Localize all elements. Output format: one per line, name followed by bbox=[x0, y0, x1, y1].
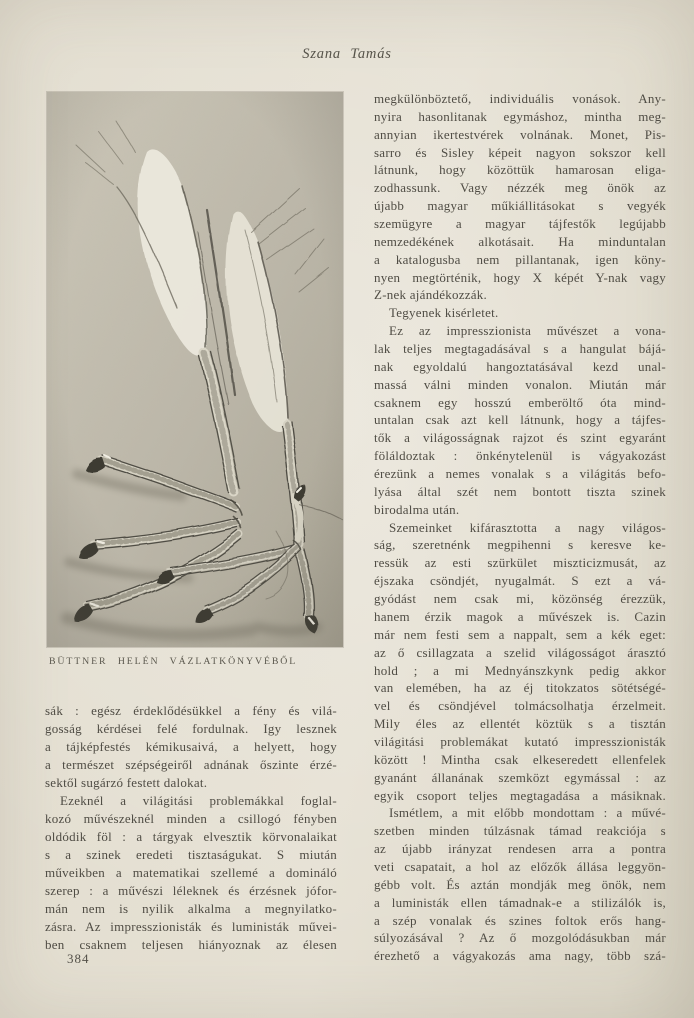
text-line: Z-nek ajándékozzák. bbox=[374, 287, 488, 303]
text-line: látnunk, hogy közöttük hamarosan eliga- bbox=[374, 162, 666, 178]
text-line: szemügyre a magyar tájfestők legújabb bbox=[374, 216, 666, 232]
text-line: nak egyoldalú hangoztatásával kezd unal- bbox=[374, 358, 666, 374]
text-line: ben csaknem teljesen hiányoznak az élesen bbox=[45, 937, 337, 952]
paragraph bbox=[374, 322, 666, 518]
text-line: az újabb irányzat rendesen arra a pontra bbox=[374, 841, 666, 857]
text-line: ressük az esti szürkület miszticizmusát, az bbox=[374, 555, 666, 571]
text-line: Mily éles az ellentét köztük s a tisztán bbox=[374, 716, 666, 732]
text-line: vel és csöndjével tolmácsolhatja érzelmeit. bbox=[374, 698, 666, 714]
text-line: műveikben a matematikai szellemé a domináló bbox=[45, 865, 337, 880]
text-line: sák : egész érdeklődésükkel a fény és vilá- bbox=[45, 703, 337, 718]
text-line: ság, szeretnénk megpihenni s keresve ke- bbox=[374, 537, 666, 553]
sketch-image bbox=[47, 92, 343, 647]
paragraph bbox=[374, 519, 666, 805]
figure bbox=[47, 92, 343, 647]
text-line: között ! Mintha csak elkeseredett ellenfelek bbox=[374, 751, 666, 767]
paragraph bbox=[45, 792, 337, 954]
text-line: világitási problemákat kutató impresszionisták bbox=[374, 733, 666, 749]
text-line: éjszaka csöndjét, nyugalmát. S ezt a vá- bbox=[374, 573, 666, 589]
paragraph bbox=[374, 804, 666, 965]
text-line: nyira hasonlitanak egymáshoz, mintha meg- bbox=[374, 108, 666, 124]
text-line: sarro és Sisley képeit nagyon sokszor kell bbox=[374, 144, 666, 160]
text-line: megkülönböztető, individuális vonások. Any- bbox=[374, 91, 666, 106]
text-line: gyódást nem csak mi, közönség érezzük, bbox=[374, 591, 666, 607]
figure-caption: BÜTTNER HELÉN VÁZLATKÖNYVÉBŐL bbox=[49, 656, 298, 667]
text-line: kozó művészeknél minden a csillogó fényben bbox=[45, 811, 337, 826]
text-line: lyása által szét nem bontott tiszta szinek bbox=[374, 483, 666, 499]
text-line: Szemeinket kifárasztotta a nagy világos- bbox=[389, 519, 666, 535]
text-line: van elemében, ha az éj titokzatos sötétségé- bbox=[374, 680, 666, 696]
text-line: nyen megtörténik, hogy X képét Y-nak vagy bbox=[374, 269, 666, 285]
text-line: a természet szépségeiről adnának őszinte érzé- bbox=[45, 757, 337, 772]
text-line: már nem festi sem a nappalt, sem a kék eget: bbox=[374, 626, 666, 642]
paragraph bbox=[45, 702, 337, 792]
text-line: tők a világosságnak rajzot és szint egyaránt bbox=[374, 430, 666, 446]
text-line: Ez az impresszionista művészet a vona- bbox=[389, 323, 666, 339]
text-line: a tájképfestés kémikusaivá, a helyett, hogy bbox=[45, 739, 337, 754]
text-line: érezünk a nemes vonalak s a világitás befo- bbox=[374, 466, 666, 482]
text-line: zodhassunk. Vagy nézzék meg önök az bbox=[374, 180, 666, 196]
text-line: lak teljes megtagadásával s a hangulat bájá- bbox=[374, 341, 666, 357]
text-line: oldódik föl : a tárgyak elvesztik körvonalaikat bbox=[45, 829, 337, 844]
text-line: szerep : a művészi léleknek és érzésnek jófor- bbox=[45, 883, 337, 898]
text-line: Ismétlem, a mit előbb mondottam : a művé- bbox=[389, 805, 666, 821]
text-line: hanem érzik magok a művészek is. Cazin bbox=[374, 608, 666, 624]
text-line: s a szinek eredeti tisztaságukat. S miután bbox=[45, 847, 337, 862]
paragraph bbox=[374, 304, 666, 322]
text-line: hold ; a mi Mednyánszkynk pedig akkor bbox=[374, 662, 666, 678]
text-line: annyian ikertestvérek volnának. Monet, Pis- bbox=[374, 126, 666, 142]
text-line: zásra. Az impresszionisták és luministák művei- bbox=[45, 919, 337, 934]
text-line: újabb magyar műkiállitásokat s vegyék bbox=[374, 198, 666, 214]
text-line: birodalma után. bbox=[374, 501, 460, 517]
text-line: az ő csillagzata a szelid világosságot árasztó bbox=[374, 644, 666, 660]
text-line: sektől sugárzó festett dalokat. bbox=[45, 775, 208, 790]
running-head: Szana Tamás bbox=[302, 46, 392, 62]
text-line: gosság kérdései felé fordulnak. Igy lesznek bbox=[45, 721, 337, 736]
text-line: nemzedékének alkotásait. Ha minduntalan bbox=[374, 233, 666, 249]
text-line: Ezeknél a világitási problemákkal foglal- bbox=[60, 793, 337, 808]
text-line: gébb volt. És aztán mondják meg önök, nem bbox=[374, 876, 666, 892]
text-line: érezhető a vágyakozás ama nagy, több szá- bbox=[374, 948, 666, 964]
page-number: 384 bbox=[67, 951, 90, 966]
text-line: a szép vonalak és szines foltok erős hang- bbox=[374, 912, 666, 928]
text-line: szetben minden túlzásnak támad reakciója s bbox=[374, 823, 666, 839]
text-line: mán nem is nyilik alkalma a megnyilatko- bbox=[45, 901, 337, 916]
text-line: föláldoztak : önkénytelenül is vágyakozást bbox=[374, 448, 666, 464]
text-line: massá válni minden vonalon. Miután már bbox=[374, 376, 666, 392]
text-line: gyanánt állanának szemközt egymással : az bbox=[374, 769, 666, 785]
text-line: veti csapatait, a hol az előzők állása leggyön- bbox=[374, 858, 666, 874]
column-left bbox=[45, 702, 337, 954]
column-right bbox=[374, 90, 666, 965]
text-line: a luministák ellen támadnak-e a stilizálók is, bbox=[374, 894, 666, 910]
text-line: a katalogusba nem pillantanak, igen köny- bbox=[374, 251, 666, 267]
text-line: untalan csak azt kell látnunk, hogy a tájfes- bbox=[374, 412, 666, 428]
text-line: egyik csoport teljes megtagadása a másiknak. bbox=[374, 787, 666, 803]
paragraph bbox=[374, 90, 666, 304]
text-line: csaknem egy hosszú emberöltő óta mind- bbox=[374, 394, 666, 410]
text-line: súlyozásával ? Az ő mozgolódásukban már bbox=[374, 930, 666, 946]
text-line: Tegyenek kisérletet. bbox=[389, 305, 499, 321]
